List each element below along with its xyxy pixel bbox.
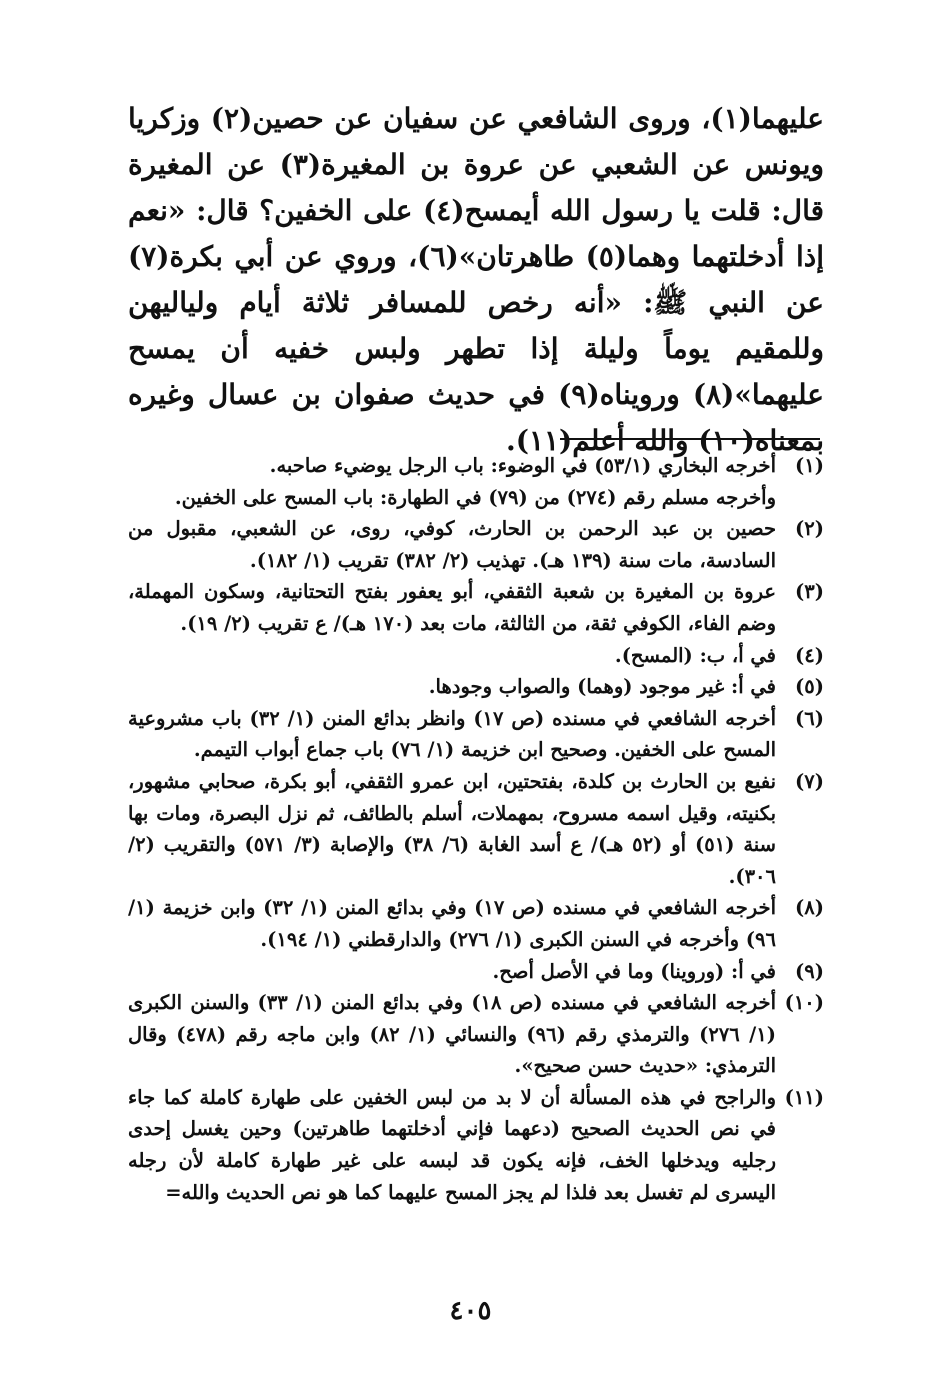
footnote-line: عروة بن المغيرة بن شعبة الثقفي، أبو يعفور بفتح التحتانية، وسكون المهملة، وضم الفاء، الكوفي ثقة، من الثالثة، مات بعد (١٧٠ هـ)/ ع تقريب (٢/ ١٩).: [128, 580, 776, 635]
footnote-number: (٧): [795, 769, 824, 793]
footnote-number: (٣): [795, 580, 824, 604]
footnote-line: في أ: (وروينا) وما في الأصل أصح.: [492, 959, 776, 983]
footnote-text: [128, 703, 776, 766]
footnote-number: (٤): [795, 643, 824, 667]
footnote-number: (٥): [795, 675, 824, 699]
footnotes-block: [128, 450, 824, 1208]
footnote-number: (٦): [795, 706, 824, 730]
footnote-text: [128, 1082, 776, 1208]
footnote-line: في أ، ب: (المسح).: [614, 643, 776, 667]
main-paragraph: عليهما(١)، وروى الشافعي عن سفيان عن حصين(٢) وزكريا ويونس عن الشعبي عن عروة بن المغيرة(٣) عن المغيرة قال: قلت يا رسول الله أيمسح(٤) على الخفين؟ قال: «نعم إذا أدخلتهما وهما(٥) طاهرتان»(٦)، وروي عن أبي بكرة(٧) عن النبي ﷺ: «أنه رخص للمسافر ثلاثة أيام ولياليهن وللمقيم يوماً وليلة إذا تطهر ولبس خفيه أن يمسح عليهما»(٨) ورويناه(٩) في حديث صفوان بن عسال وغيره بمعناه(١٠) والله أعلم(١١).: [128, 102, 824, 457]
page-number: ٤٠٥: [449, 1296, 492, 1326]
footnote-line: نفيع بن الحارث بن كلدة، بفتحتين، ابن عمرو الثقفي، أبو بكرة، صحابي مشهور، بكنيته، وقيل اسمه مسروح، بمهملات، أسلم بالطائف، ثم نزل البصرة، ومات بها سنة (٥١) أو (٥٢ هـ)/ ع أسد الغابة (٦/ ٣٨) والإصابة (٣/ ٥٧١) والتقريب (٢/ ٣٠٦).: [128, 769, 777, 888]
footnote-line: أخرجه الشافعي في مسنده (ص ١٨) وفي بدائع المنن (١/ ٣٣) والسنن الكبرى (١/ ٢٧٦) والترمذي رقم (٩٦) والنسائي (١/ ٨٢) وابن ماجه رقم (٤٧٨) وقال الترمذي: «حديث حسن صحيح».: [128, 991, 776, 1078]
footnote-item: [128, 450, 824, 513]
footnote-line: أخرجه البخاري (٥٣/١) في الوضوء: باب الرجل يوضيء صاحبه.: [269, 454, 776, 477]
footnote-number: (٢): [795, 517, 824, 541]
footnote-text: [128, 640, 776, 672]
footnote-number: (٩): [795, 959, 824, 983]
footnote-line: وأخرجه مسلم رقم (٢٧٤) من (٧٩) في الطهارة: باب المسح على الخفين.: [174, 485, 776, 509]
footnote-text: [128, 766, 776, 892]
footnote-item: [128, 956, 824, 988]
footnote-text: [128, 987, 776, 1082]
footnote-item: [128, 1082, 824, 1208]
footnote-number: (١): [795, 454, 824, 477]
footnote-item: [128, 987, 824, 1082]
footnote-text: [128, 513, 776, 576]
footnote-text: [128, 956, 776, 988]
footnote-text: [128, 576, 776, 639]
footnote-line: حصين بن عبد الرحمن بن الحارث، كوفي، روى، عن الشعبي، مقبول من السادسة، مات سنة (١٣٩ هـ). تهذيب (٢/ ٣٨٢) تقريب (١/ ١٨٢).: [128, 517, 776, 572]
footnote-line: أخرجه الشافعي في مسنده (ص ١٧) وانظر بدائع المنن (١/ ٣٢) باب مشروعية المسح على الخفين. وصحيح ابن خزيمة (١/ ٧٦) باب جماع أبواب التيمم.: [128, 706, 776, 762]
footnote-item: [128, 671, 824, 703]
footnote-text: [128, 450, 776, 513]
footnote-number: (١١): [784, 1085, 824, 1109]
footnote-item: [128, 766, 824, 892]
footnote-text: [128, 892, 776, 955]
footnote-line: والراجح في هذه المسألة أن لا بد من لبس الخفين على طهارة كاملة كما جاء في نص الحديث الصحيح (دعهما فإني أدخلتهما طاهرتين) وحين يغسل إحدى رجليه ويدخلها الخف، فإنه يكون قد لبسه على غير طهارة كاملة لأن رجله اليسرى لم تغسل بعد فلذا لم يجز المسح عليهما كما هو نص الحديث والله=: [128, 1085, 776, 1204]
footnote-separator: [560, 438, 820, 440]
main-text-block: [128, 96, 824, 464]
footnote-line: أخرجه الشافعي في مسنده (ص ١٧) وفي بدائع المنن (١/ ٣٢) وابن خزيمة (١/ ٩٦) وأخرجه في السنن الكبرى (١/ ٢٧٦) والدارقطني (١/ ١٩٤).: [128, 896, 776, 951]
footnote-number: (١٠): [784, 991, 824, 1015]
footnote-line: في أ: غير موجود (وهما) والصواب وجودها.: [428, 675, 776, 699]
footnote-item: [128, 513, 824, 576]
footnote-item: [128, 703, 824, 766]
footnote-text: [128, 671, 776, 703]
footnote-item: [128, 576, 824, 639]
footnote-item: [128, 892, 824, 955]
footnote-number: (٨): [795, 896, 824, 920]
footnote-item: [128, 640, 824, 672]
